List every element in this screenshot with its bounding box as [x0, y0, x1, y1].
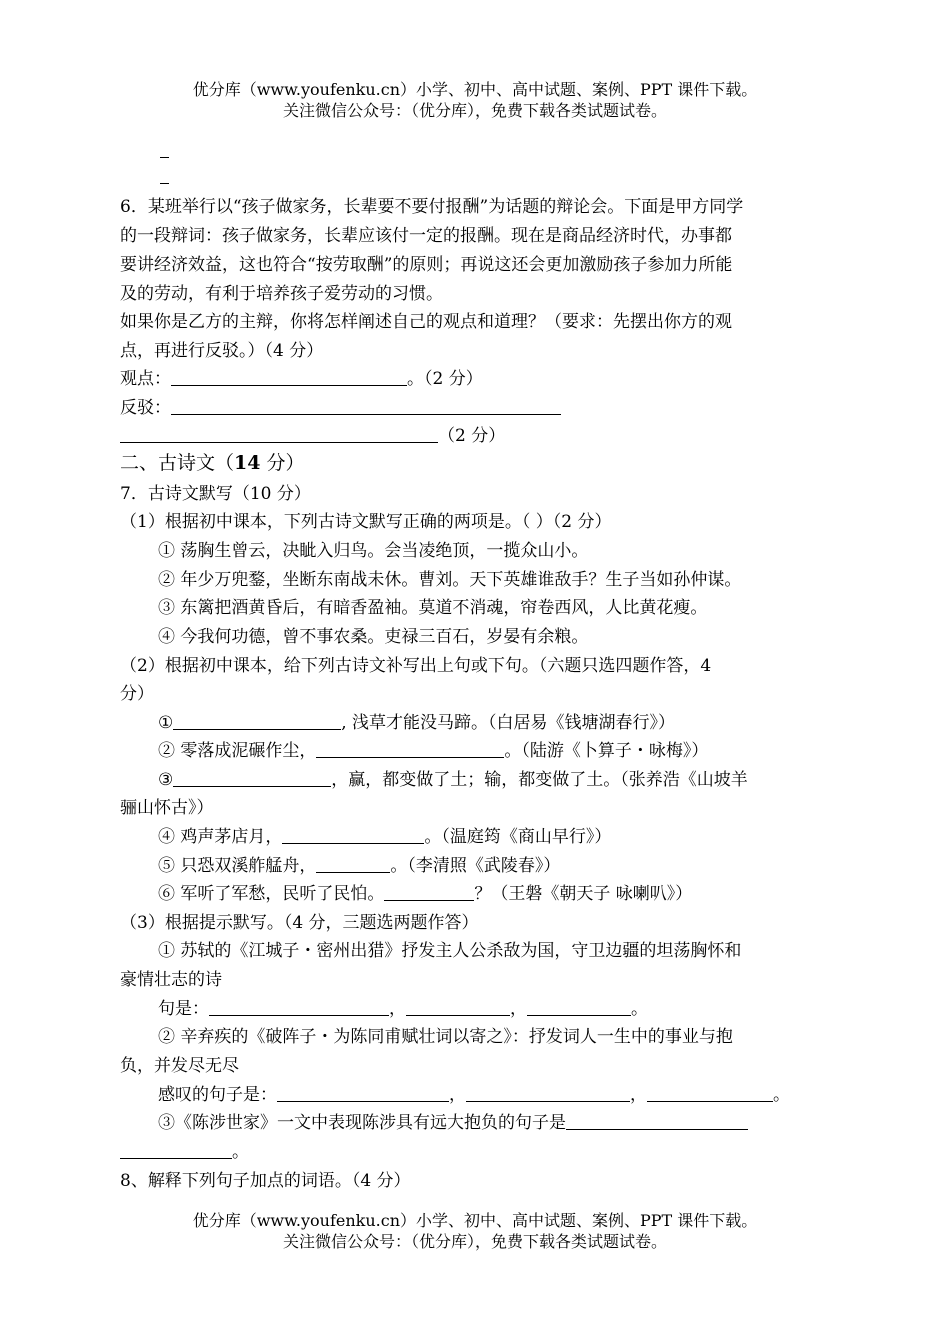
- item-text: ② 零落成泥碾作尘，: [158, 741, 317, 761]
- answer-blank[interactable]: [173, 770, 331, 787]
- q7-p2-item-1: [158, 712, 675, 734]
- separator: 。: [773, 1085, 790, 1105]
- rebuttal-label: 反驳：: [120, 398, 171, 418]
- q7-p1-option-4: ④ 今我何功德，曾不事农桑。吏禄三百石，岁晏有余粮。: [158, 627, 589, 647]
- answer-blank[interactable]: [316, 856, 390, 873]
- header-line-1: 优分库（www.youfenku.cn）小学、初中、高中试题、案例、PPT 课件下载。: [192, 80, 758, 99]
- answer-blank[interactable]: [120, 1142, 232, 1159]
- item-text: ？（王磐《朝天子 咏喇叭》）: [474, 884, 693, 904]
- item-number: ③: [158, 770, 174, 790]
- q8-title: 8、解释下列句子加点的词语。（4 分）: [120, 1171, 411, 1191]
- q7-p3-item-3-line-1: [158, 1112, 748, 1134]
- header-line-2: 关注微信公众号：（优分库），免费下载各类试题试卷。: [282, 101, 667, 120]
- answer-blank[interactable]: [466, 1085, 630, 1102]
- answer-blank[interactable]: [173, 713, 341, 730]
- q7-p2-item-2: [158, 740, 708, 762]
- answer-blank[interactable]: [316, 741, 504, 758]
- separator: 。: [232, 1142, 249, 1162]
- q6-line-1: 6．某班举行以“孩子做家务，长辈要不要付报酬”为话题的辩论会。下面是甲方同学: [120, 197, 744, 217]
- section-2-title: [120, 452, 305, 474]
- item-text: ，赢，都变做了土；输，都变做了土。（张养浩《山坡羊: [331, 770, 748, 790]
- q6-line-4: 及的劳动，有利于培养孩子爱劳动的习惯。: [120, 284, 443, 304]
- answer-blank[interactable]: [566, 1113, 748, 1130]
- q7-p2-item-5: [158, 855, 560, 877]
- footer-line-1: 优分库（www.youfenku.cn）小学、初中、高中试题、案例、PPT 课件下载。: [192, 1211, 758, 1230]
- section-2-title-prefix: 二、古诗文（: [120, 452, 235, 474]
- q6-rebuttal-row-2: [120, 425, 505, 447]
- answer-blank[interactable]: [282, 827, 424, 844]
- separator: ，: [630, 1085, 647, 1105]
- separator: ，: [389, 999, 406, 1019]
- viewpoint-score: 。（2 分）: [407, 369, 483, 389]
- q7-p1-option-2: ② 年少万兜鍪，坐断东南战未休。曹刘。天下英雄谁敌手？生子当如孙仲谋。: [158, 570, 742, 590]
- q7-p1-option-3: ③ 东篱把酒黄昏后，有暗香盈袖。莫道不消魂，帘卷西风，人比黄花瘦。: [158, 598, 708, 618]
- answer-blank[interactable]: [406, 999, 510, 1016]
- item-text: ④ 鸡声茅店月，: [158, 827, 283, 847]
- q7-p2-item-3: [158, 769, 748, 791]
- item-text: 句是：: [158, 999, 209, 1019]
- q7-p2-title-2: 分）: [120, 684, 154, 704]
- q7-p3-item-2-line-1: ② 辛弃疾的《破阵子・为陈同甫赋壮词以寄之》：抒发词人一生中的事业与抱: [158, 1027, 733, 1047]
- stray-mark: [160, 157, 169, 158]
- answer-blank[interactable]: [527, 999, 631, 1016]
- viewpoint-label: 观点：: [120, 369, 171, 389]
- item-text: 。（陆游《卜算子・咏梅》）: [504, 741, 709, 761]
- q7-p1-title: （1）根据初中课本，下列古诗文默写正确的两项是。（ ）（2 分）: [120, 512, 612, 532]
- section-2-title-score: 14: [234, 452, 261, 474]
- answer-blank[interactable]: [384, 884, 474, 901]
- q7-p2-item-4: [158, 826, 611, 848]
- item-text: 。（李清照《武陵春》）: [390, 856, 561, 876]
- item-number: ①: [158, 713, 174, 733]
- section-2-title-suffix: 分）: [260, 452, 305, 474]
- q7-p3-title: （3）根据提示默写。（4 分，三题选两题作答）: [120, 913, 479, 933]
- q7-p3-item-1-line-3: [158, 998, 648, 1020]
- q7-p3-item-2-line-2: 负，并发尽无尽: [120, 1056, 239, 1076]
- rebuttal-blank-1[interactable]: [171, 398, 561, 415]
- item-text: ⑤ 只恐双溪舴艋舟，: [158, 856, 317, 876]
- answer-blank[interactable]: [647, 1085, 773, 1102]
- q7-title: 7．古诗文默写（10 分）: [120, 484, 311, 504]
- q6-viewpoint-row: [120, 368, 483, 390]
- item-text: ⑥ 军听了军愁，民听了民怕。: [158, 884, 385, 904]
- separator: ，: [510, 999, 527, 1019]
- q7-p3-item-2-line-3: [158, 1084, 790, 1106]
- q6-line-5: 如果你是乙方的主辩，你将怎样阐述自己的观点和道理？（要求：先摆出你方的观: [120, 312, 732, 332]
- q7-p1-option-1: ① 荡胸生曾云，决眦入归鸟。会当凌绝顶，一揽众山小。: [158, 541, 589, 561]
- answer-blank[interactable]: [209, 999, 389, 1016]
- rebuttal-blank-2[interactable]: [120, 426, 438, 443]
- q7-p3-item-3-line-2: [120, 1141, 249, 1163]
- q7-p3-item-1-line-2: 豪情壮志的诗: [120, 970, 222, 990]
- q6-line-3: 要讲经济效益，这也符合“按劳取酬”的原则；再说这还会更加激励孩子参加力所能: [120, 255, 733, 275]
- q6-line-6: 点，再进行反驳。）（4 分）: [120, 341, 324, 361]
- q7-p2-title-1: （2）根据初中课本，给下列古诗文补写出上句或下句。（六题只选四题作答，4: [120, 656, 712, 676]
- q6-line-2: 的一段辩词：孩子做家务，长辈应该付一定的报酬。现在是商品经济时代，办事都: [120, 226, 732, 246]
- rebuttal-score: （2 分）: [438, 426, 506, 446]
- q6-rebuttal-row: [120, 397, 561, 419]
- footer-line-2: 关注微信公众号：（优分库），免费下载各类试题试卷。: [282, 1232, 667, 1251]
- q7-p3-item-1-line-1: ① 苏轼的《江城子・密州出猎》抒发主人公杀敌为国，守卫边疆的坦荡胸怀和: [158, 941, 742, 961]
- viewpoint-blank[interactable]: [171, 369, 407, 386]
- item-text: ③《陈涉世家》一文中表现陈涉具有远大抱负的句子是: [158, 1113, 566, 1133]
- stray-mark: [160, 183, 169, 184]
- q7-p2-item-6: [158, 883, 692, 905]
- item-text: 。（温庭筠《商山早行》）: [424, 827, 612, 847]
- separator: 。: [631, 999, 648, 1019]
- item-text: , 浅草才能没马蹄。（白居易《钱塘湖春行》）: [341, 713, 676, 733]
- item-text: 感叹的句子是：: [158, 1085, 277, 1105]
- q7-p2-item-3-cont: 骊山怀古》）: [120, 798, 214, 818]
- answer-blank[interactable]: [277, 1085, 449, 1102]
- separator: ，: [449, 1085, 466, 1105]
